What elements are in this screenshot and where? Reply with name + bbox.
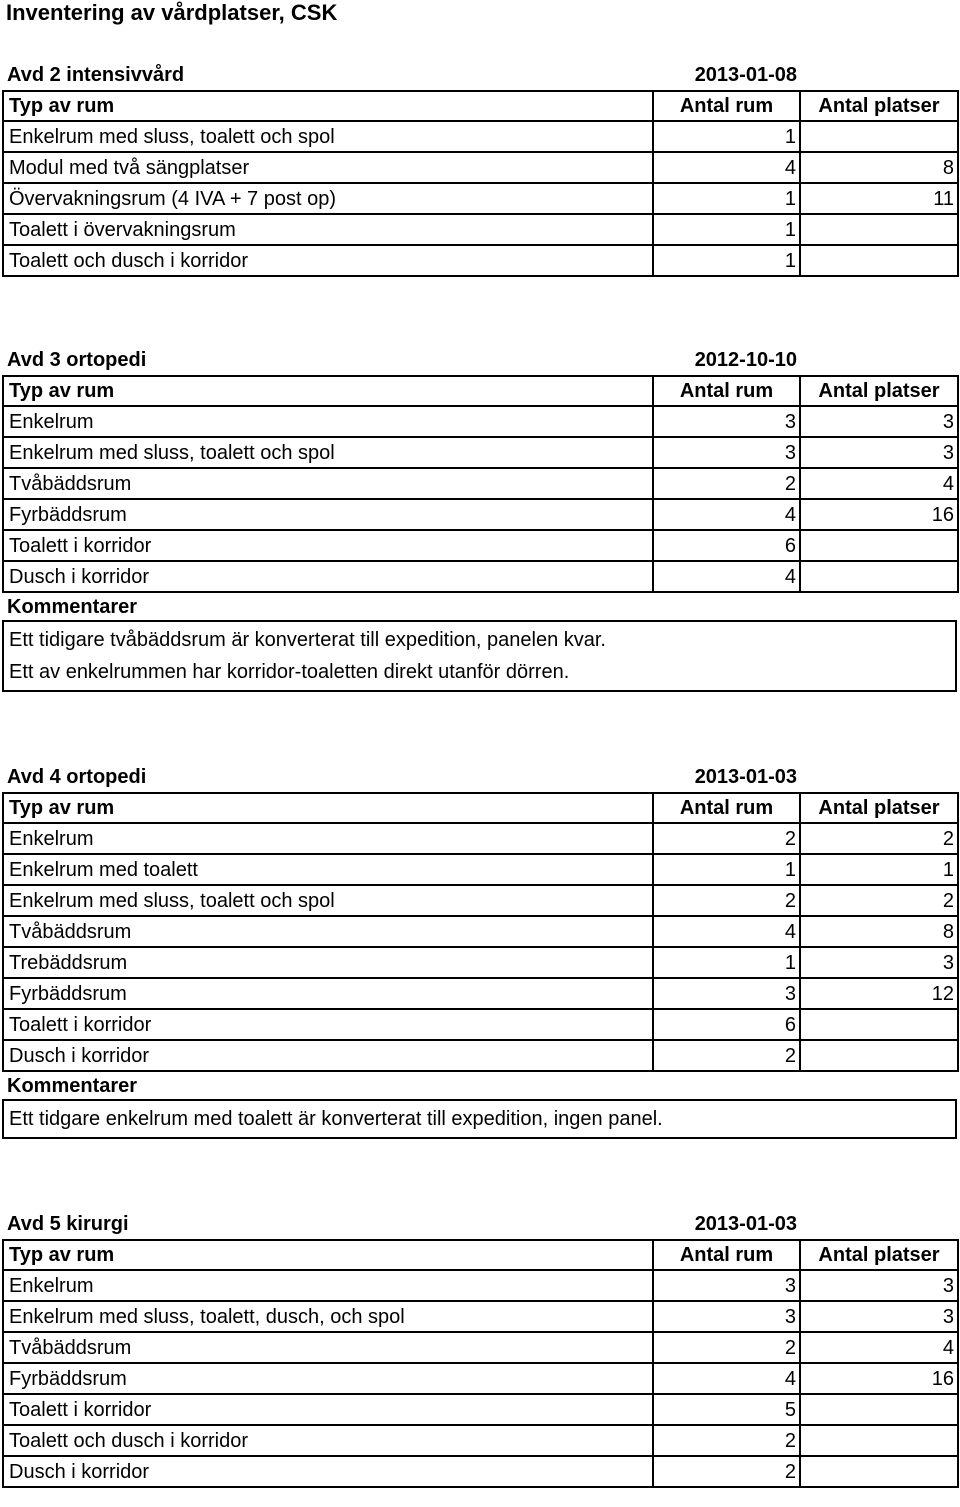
- table-row: [3, 499, 958, 530]
- place-count-cell: 8: [800, 152, 958, 183]
- room-type-cell: Fyrbäddsrum: [3, 1363, 653, 1394]
- comments-box: [2, 620, 957, 692]
- room-count-cell: 2: [653, 1332, 800, 1363]
- table-row: [3, 183, 958, 214]
- department-header: [0, 345, 960, 375]
- table-row: [3, 1456, 958, 1487]
- room-type-cell: Dusch i korridor: [3, 1456, 653, 1487]
- department-name: Avd 5 kirurgi: [7, 1213, 129, 1235]
- place-count-cell: 3: [800, 406, 958, 437]
- room-table: [2, 90, 959, 277]
- department-name: Avd 2 intensivvård: [7, 64, 185, 86]
- room-count-cell: 4: [653, 499, 800, 530]
- table-row: [3, 1394, 958, 1425]
- comment-line: Ett tidigare tvåbäddsrum är konverterat till expedition, panelen kvar.: [9, 629, 606, 651]
- department-header: [0, 762, 960, 792]
- department-name: Avd 4 ortopedi: [7, 766, 147, 788]
- room-count-cell: 1: [653, 947, 800, 978]
- department-header: [0, 60, 960, 90]
- room-type-cell: Fyrbäddsrum: [3, 978, 653, 1009]
- table-row: [3, 530, 958, 561]
- section-avd-2: [0, 60, 960, 277]
- table-row: [3, 1009, 958, 1040]
- inventory-date: 2012-10-10: [694, 349, 797, 371]
- place-count-cell: [800, 561, 958, 592]
- place-count-cell: [800, 1456, 958, 1487]
- table-row: [3, 1040, 958, 1071]
- room-type-cell: Modul med två sängplatser: [3, 152, 653, 183]
- page-title: Inventering av vårdplatser, CSK: [6, 0, 338, 25]
- room-count-cell: 2: [653, 468, 800, 499]
- room-type-cell: Dusch i korridor: [3, 1040, 653, 1071]
- inventory-date: 2013-01-03: [694, 1213, 797, 1235]
- header-place-count: Antal platser: [800, 1240, 958, 1270]
- table-row: [3, 885, 958, 916]
- room-type-cell: Dusch i korridor: [3, 561, 653, 592]
- place-count-cell: 11: [800, 183, 958, 214]
- room-table: [2, 1239, 959, 1488]
- comments-label: Kommentarer: [7, 1075, 138, 1097]
- room-type-cell: Enkelrum: [3, 1270, 653, 1301]
- room-type-cell: Tvåbäddsrum: [3, 468, 653, 499]
- place-count-cell: [800, 214, 958, 245]
- table-header-row: [3, 91, 958, 121]
- room-type-cell: Toalett och dusch i korridor: [3, 1425, 653, 1456]
- header-room-count: Antal rum: [653, 376, 800, 406]
- place-count-cell: [800, 530, 958, 561]
- room-type-cell: Toalett i korridor: [3, 1394, 653, 1425]
- place-count-cell: [800, 1040, 958, 1071]
- room-table: [2, 375, 959, 593]
- header-room-type: Typ av rum: [3, 1240, 653, 1270]
- place-count-cell: 3: [800, 437, 958, 468]
- table-header-row: [3, 1240, 958, 1270]
- room-count-cell: 2: [653, 1040, 800, 1071]
- place-count-cell: [800, 121, 958, 152]
- room-count-cell: 1: [653, 121, 800, 152]
- table-row: [3, 854, 958, 885]
- table-row: [3, 947, 958, 978]
- room-type-cell: Tvåbäddsrum: [3, 916, 653, 947]
- table-row: [3, 916, 958, 947]
- header-room-type: Typ av rum: [3, 376, 653, 406]
- section-avd-3: [0, 345, 960, 692]
- room-type-cell: Enkelrum med sluss, toalett och spol: [3, 437, 653, 468]
- room-count-cell: 4: [653, 1363, 800, 1394]
- table-row: [3, 1301, 958, 1332]
- place-count-cell: 3: [800, 947, 958, 978]
- room-type-cell: Enkelrum med sluss, toalett, dusch, och spol: [3, 1301, 653, 1332]
- header-place-count: Antal platser: [800, 91, 958, 121]
- place-count-cell: 12: [800, 978, 958, 1009]
- room-type-cell: Enkelrum med toalett: [3, 854, 653, 885]
- room-type-cell: Tvåbäddsrum: [3, 1332, 653, 1363]
- room-type-cell: Övervakningsrum (4 IVA + 7 post op): [3, 183, 653, 214]
- table-row: [3, 406, 958, 437]
- table-row: [3, 437, 958, 468]
- room-count-cell: 4: [653, 152, 800, 183]
- room-count-cell: 1: [653, 245, 800, 276]
- room-type-cell: Toalett och dusch i korridor: [3, 245, 653, 276]
- department-header: [0, 1209, 960, 1239]
- table-row: [3, 823, 958, 854]
- header-room-type: Typ av rum: [3, 91, 653, 121]
- inventory-date: 2013-01-08: [694, 64, 797, 86]
- table-row: [3, 1363, 958, 1394]
- place-count-cell: 3: [800, 1270, 958, 1301]
- place-count-cell: 2: [800, 823, 958, 854]
- room-count-cell: 2: [653, 1425, 800, 1456]
- room-count-cell: 1: [653, 214, 800, 245]
- place-count-cell: 4: [800, 1332, 958, 1363]
- header-place-count: Antal platser: [800, 793, 958, 823]
- room-count-cell: 4: [653, 916, 800, 947]
- room-count-cell: 1: [653, 183, 800, 214]
- section-avd-5: [0, 1209, 960, 1488]
- place-count-cell: 3: [800, 1301, 958, 1332]
- room-type-cell: Trebäddsrum: [3, 947, 653, 978]
- table-row: [3, 214, 958, 245]
- room-count-cell: 3: [653, 1270, 800, 1301]
- place-count-cell: 4: [800, 468, 958, 499]
- place-count-cell: [800, 1425, 958, 1456]
- section-avd-4: [0, 762, 960, 1139]
- place-count-cell: 8: [800, 916, 958, 947]
- table-row: [3, 561, 958, 592]
- room-count-cell: 5: [653, 1394, 800, 1425]
- header-place-count: Antal platser: [800, 376, 958, 406]
- room-count-cell: 3: [653, 1301, 800, 1332]
- header-room-count: Antal rum: [653, 1240, 800, 1270]
- place-count-cell: 1: [800, 854, 958, 885]
- table-row: [3, 1270, 958, 1301]
- room-count-cell: 3: [653, 437, 800, 468]
- table-row: [3, 468, 958, 499]
- table-row: [3, 1332, 958, 1363]
- place-count-cell: [800, 1009, 958, 1040]
- room-type-cell: Toalett i korridor: [3, 530, 653, 561]
- inventory-date: 2013-01-03: [694, 766, 797, 788]
- place-count-cell: [800, 245, 958, 276]
- room-type-cell: Enkelrum med sluss, toalett och spol: [3, 121, 653, 152]
- table-row: [3, 121, 958, 152]
- department-name: Avd 3 ortopedi: [7, 349, 147, 371]
- place-count-cell: 16: [800, 1363, 958, 1394]
- table-row: [3, 245, 958, 276]
- room-count-cell: 2: [653, 823, 800, 854]
- comment-line: Ett av enkelrummen har korridor-toaletten direkt utanför dörren.: [9, 661, 570, 683]
- comments-label: Kommentarer: [7, 596, 138, 618]
- table-header-row: [3, 793, 958, 823]
- room-table: [2, 792, 959, 1072]
- room-count-cell: 3: [653, 978, 800, 1009]
- place-count-cell: 2: [800, 885, 958, 916]
- room-count-cell: 2: [653, 885, 800, 916]
- room-type-cell: Enkelrum: [3, 406, 653, 437]
- header-room-count: Antal rum: [653, 793, 800, 823]
- room-count-cell: 1: [653, 854, 800, 885]
- room-type-cell: Fyrbäddsrum: [3, 499, 653, 530]
- place-count-cell: [800, 1394, 958, 1425]
- room-type-cell: Enkelrum med sluss, toalett och spol: [3, 885, 653, 916]
- room-count-cell: 4: [653, 561, 800, 592]
- comment-line: Ett tidgare enkelrum med toalett är konverterat till expedition, ingen panel.: [9, 1108, 663, 1130]
- place-count-cell: 16: [800, 499, 958, 530]
- room-type-cell: Toalett i korridor: [3, 1009, 653, 1040]
- table-header-row: [3, 376, 958, 406]
- room-count-cell: 6: [653, 1009, 800, 1040]
- table-row: [3, 152, 958, 183]
- room-type-cell: Toalett i övervakningsrum: [3, 214, 653, 245]
- header-room-count: Antal rum: [653, 91, 800, 121]
- header-room-type: Typ av rum: [3, 793, 653, 823]
- room-count-cell: 2: [653, 1456, 800, 1487]
- room-count-cell: 3: [653, 406, 800, 437]
- table-row: [3, 978, 958, 1009]
- room-count-cell: 6: [653, 530, 800, 561]
- table-row: [3, 1425, 958, 1456]
- comments-box: [2, 1099, 957, 1139]
- room-type-cell: Enkelrum: [3, 823, 653, 854]
